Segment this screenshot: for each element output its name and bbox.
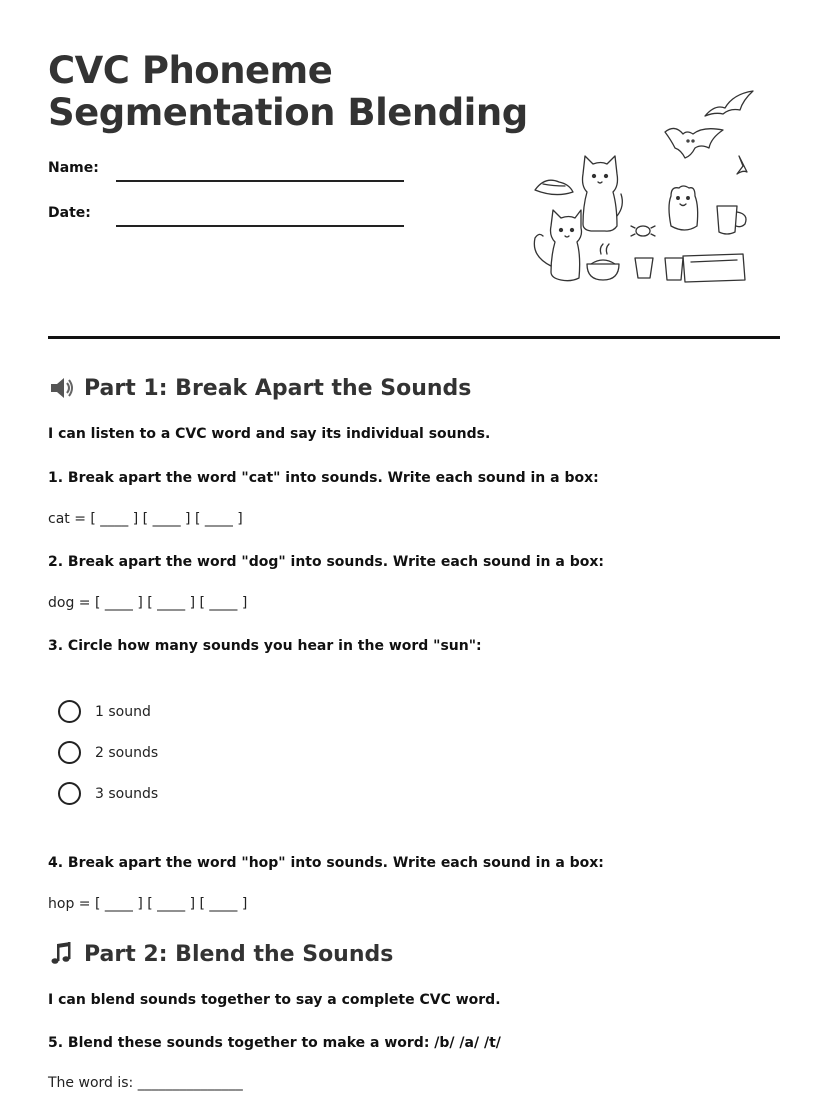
q3-option-1[interactable] <box>58 700 151 723</box>
part2-objective: I can blend sounds together to say a complete CVC word. <box>48 992 501 1008</box>
q3-option-label: 2 sounds <box>95 744 159 761</box>
q3-option-label: 3 sounds <box>95 785 159 802</box>
part1-objective: I can listen to a CVC word and say its individual sounds. <box>48 426 491 442</box>
q5-answer-line[interactable]: The word is: _______________ <box>48 1075 243 1091</box>
title-line-2: Segmentation Blending <box>48 91 528 134</box>
title-line-1: CVC Phoneme <box>48 49 333 92</box>
q5-prompt: 5. Blend these sounds together to make a word: /b/ /a/ /t/ <box>48 1035 501 1051</box>
radio-circle-icon[interactable] <box>58 782 81 805</box>
part1-heading <box>48 374 471 402</box>
name-field-line[interactable] <box>116 180 404 182</box>
part2-heading <box>48 940 393 968</box>
q1-answer-line[interactable]: cat = [ ____ ] [ ____ ] [ ____ ] <box>48 511 243 527</box>
radio-circle-icon[interactable] <box>58 700 81 723</box>
q3-prompt: 3. Circle how many sounds you hear in the word "sun": <box>48 638 482 654</box>
speaker-icon <box>48 374 76 402</box>
q3-option-3[interactable] <box>58 782 158 805</box>
q3-option-2[interactable] <box>58 741 158 764</box>
cats-bats-cups-doodle-icon <box>525 86 760 291</box>
header-divider <box>48 336 780 339</box>
q4-prompt: 4. Break apart the word "hop" into sounds. Write each sound in a box: <box>48 855 604 871</box>
date-field-line[interactable] <box>116 225 404 227</box>
worksheet-title <box>48 50 528 134</box>
date-label: Date: <box>48 205 91 221</box>
q3-option-label: 1 sound <box>95 703 151 720</box>
music-note-icon <box>48 940 76 968</box>
q4-answer-line[interactable]: hop = [ ____ ] [ ____ ] [ ____ ] <box>48 896 248 912</box>
q1-prompt: 1. Break apart the word "cat" into sounds. Write each sound in a box: <box>48 470 599 486</box>
part2-heading-text: Part 2: Blend the Sounds <box>84 941 394 967</box>
part1-heading-text: Part 1: Break Apart the Sounds <box>84 375 472 401</box>
radio-circle-icon[interactable] <box>58 741 81 764</box>
name-label: Name: <box>48 160 99 176</box>
q2-prompt: 2. Break apart the word "dog" into sounds. Write each sound in a box: <box>48 554 604 570</box>
q2-answer-line[interactable]: dog = [ ____ ] [ ____ ] [ ____ ] <box>48 595 248 611</box>
